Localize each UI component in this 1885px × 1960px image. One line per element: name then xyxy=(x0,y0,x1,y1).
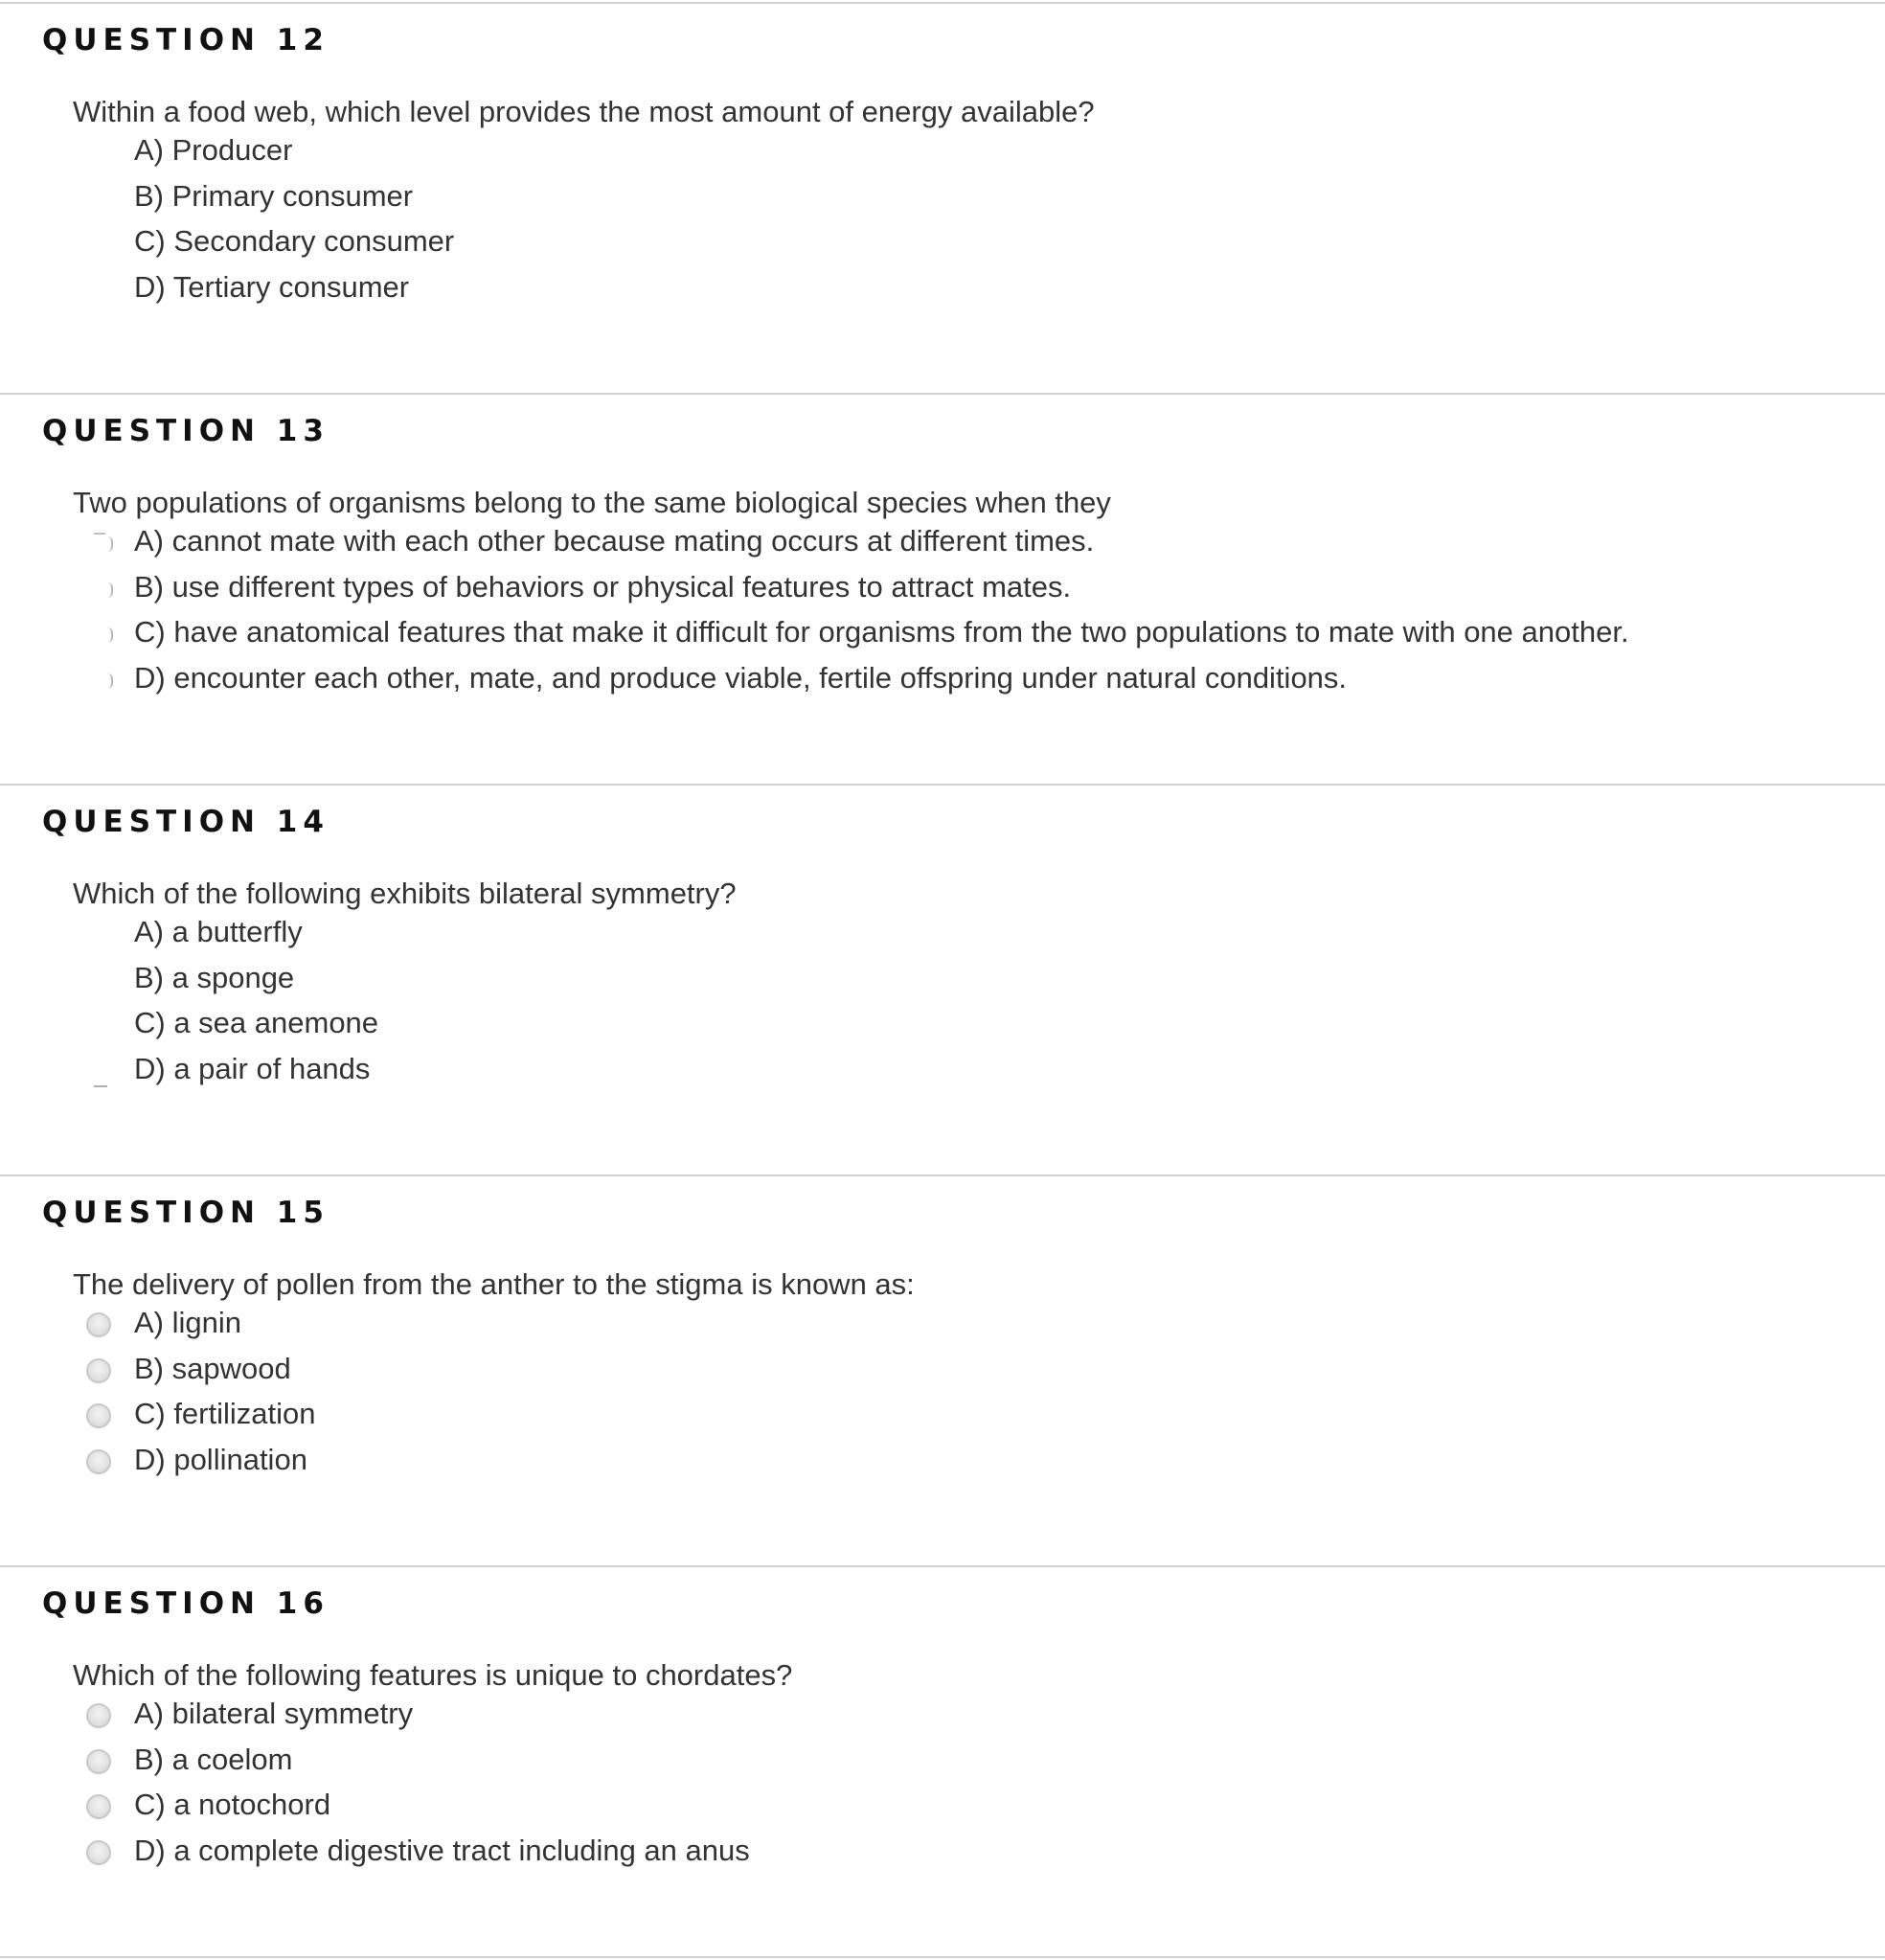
answer-option[interactable] xyxy=(0,522,1885,568)
radio-button[interactable] xyxy=(86,1449,111,1474)
answer-label[interactable]: A) a butterfly xyxy=(134,915,303,948)
radio-button[interactable] xyxy=(86,668,111,693)
answer-label[interactable]: C) fertilization xyxy=(134,1397,316,1431)
radio-button[interactable] xyxy=(86,1749,111,1774)
radio-button[interactable] xyxy=(86,277,111,302)
answer-label[interactable]: B) a sponge xyxy=(134,960,295,994)
answer-label[interactable]: C) Secondary consumer xyxy=(134,224,455,259)
answer-label[interactable]: D) Tertiary consumer xyxy=(134,269,410,304)
answer-label[interactable]: A) cannot mate with each other because mating occurs at different times. xyxy=(134,524,1095,558)
question-14 xyxy=(0,786,1885,1176)
answer-list xyxy=(0,522,1885,704)
answer-label[interactable]: A) bilateral symmetry xyxy=(134,1697,414,1730)
radio-button[interactable] xyxy=(86,231,111,256)
answer-option[interactable] xyxy=(0,568,1885,614)
answer-option[interactable] xyxy=(0,1441,1885,1487)
answer-option[interactable] xyxy=(0,1304,1885,1350)
answer-option[interactable] xyxy=(0,613,1885,659)
answer-label[interactable]: D) a complete digestive tract including an anus xyxy=(134,1833,750,1867)
answer-label[interactable]: D) pollination xyxy=(134,1442,307,1476)
radio-button[interactable] xyxy=(86,1703,111,1728)
question-text: Which of the following features is unique to chordates? xyxy=(73,1658,793,1692)
answer-label[interactable]: D) a pair of hands xyxy=(134,1051,371,1085)
question-15 xyxy=(0,1176,1885,1567)
answer-option[interactable] xyxy=(0,913,1885,959)
question-16 xyxy=(0,1567,1885,1958)
answer-option[interactable] xyxy=(0,1786,1885,1832)
radio-button[interactable] xyxy=(86,140,111,165)
answer-list xyxy=(0,1304,1885,1486)
question-text: The delivery of pollen from the anther to the stigma is known as: xyxy=(73,1267,915,1301)
answer-label[interactable]: C) a sea anemone xyxy=(134,1006,379,1040)
answer-label[interactable]: A) lignin xyxy=(134,1306,241,1339)
question-title: QUESTION 13 xyxy=(42,414,329,448)
radio-button[interactable] xyxy=(86,968,111,992)
question-title: QUESTION 14 xyxy=(42,805,329,839)
radio-button[interactable] xyxy=(86,622,111,647)
radio-button[interactable] xyxy=(86,577,111,602)
answer-option[interactable] xyxy=(0,1395,1885,1441)
radio-button[interactable] xyxy=(86,1794,111,1819)
answer-list xyxy=(0,131,1885,313)
answer-option[interactable] xyxy=(0,1350,1885,1396)
answer-label[interactable]: C) have anatomical features that make it difficult for organisms from the two populations to mate with one another. xyxy=(134,615,1629,650)
answer-label[interactable]: B) a coelom xyxy=(134,1742,293,1776)
question-title: QUESTION 15 xyxy=(42,1196,329,1230)
question-text: Two populations of organisms belong to the same biological species when they xyxy=(73,486,1111,519)
answer-label[interactable]: B) use different types of behaviors or physical features to attract mates. xyxy=(134,569,1072,604)
answer-option[interactable] xyxy=(0,1050,1885,1096)
answer-label[interactable]: D) encounter each other, mate, and produce viable, fertile offspring under natural conditions. xyxy=(134,660,1348,695)
radio-button[interactable] xyxy=(86,186,111,211)
answer-option[interactable] xyxy=(0,222,1885,268)
radio-button[interactable] xyxy=(86,1403,111,1428)
answer-label[interactable]: C) a notochord xyxy=(134,1788,331,1822)
radio-button[interactable] xyxy=(86,1312,111,1337)
answer-option[interactable] xyxy=(0,268,1885,314)
question-title: QUESTION 12 xyxy=(42,23,329,57)
answer-label[interactable]: B) Primary consumer xyxy=(134,178,414,213)
answer-label[interactable]: B) sapwood xyxy=(134,1351,291,1385)
radio-button[interactable] xyxy=(86,1013,111,1037)
answer-option[interactable] xyxy=(0,659,1885,705)
answer-label[interactable]: A) Producer xyxy=(134,133,293,167)
answer-option[interactable] xyxy=(0,1004,1885,1050)
answer-option[interactable] xyxy=(0,177,1885,223)
question-text: Which of the following exhibits bilateral symmetry? xyxy=(73,877,737,910)
radio-button[interactable] xyxy=(86,922,111,946)
question-12 xyxy=(0,4,1885,395)
answer-option[interactable] xyxy=(0,1832,1885,1878)
answer-list xyxy=(0,913,1885,1095)
question-title: QUESTION 16 xyxy=(42,1586,329,1621)
radio-button[interactable] xyxy=(86,531,111,556)
radio-button[interactable] xyxy=(86,1059,111,1083)
answer-option[interactable] xyxy=(0,131,1885,177)
radio-button[interactable] xyxy=(86,1358,111,1383)
question-text: Within a food web, which level provides the most amount of energy available? xyxy=(73,95,1095,128)
answer-option[interactable] xyxy=(0,1741,1885,1787)
answer-list xyxy=(0,1695,1885,1877)
question-13 xyxy=(0,395,1885,786)
answer-option[interactable] xyxy=(0,959,1885,1005)
answer-option[interactable] xyxy=(0,1695,1885,1741)
radio-button[interactable] xyxy=(86,1840,111,1865)
